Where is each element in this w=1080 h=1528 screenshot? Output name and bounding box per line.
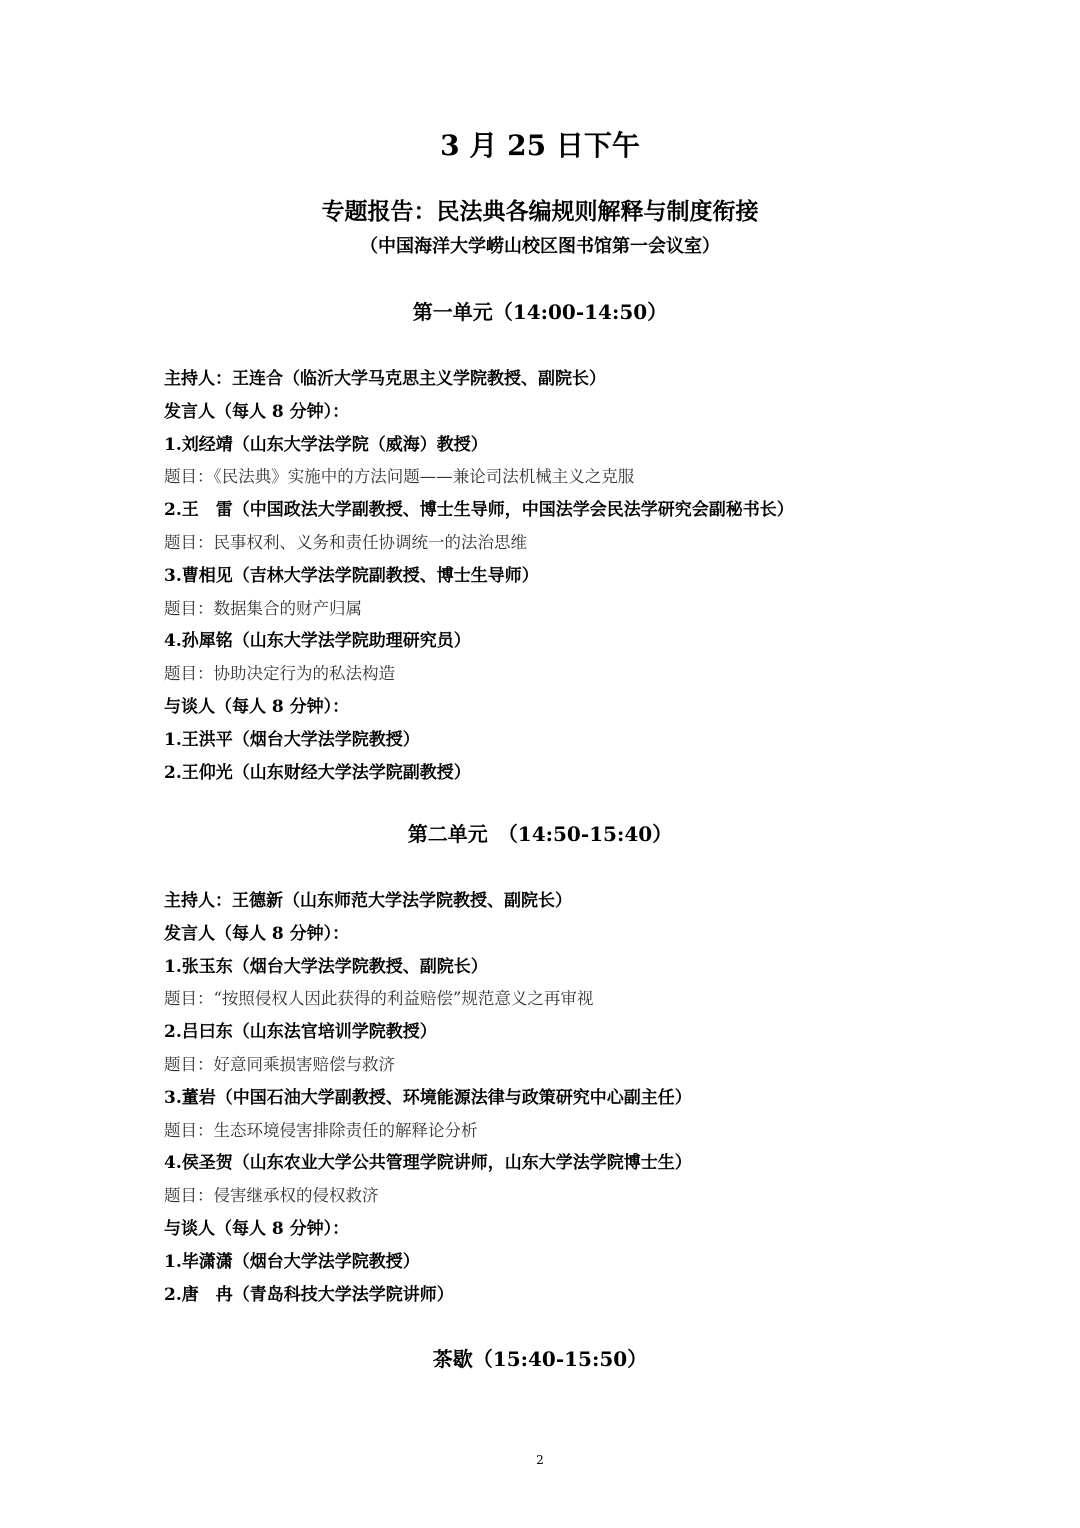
tea-break-heading: 茶歇（15:40-15:50） bbox=[432, 1347, 648, 1371]
session-date-heading: 3 月 25 日下午 bbox=[440, 129, 640, 162]
unit1-speaker-1: 1.刘经靖（山东大学法学院（威海）教授） bbox=[164, 434, 488, 455]
unit2-speaker-3: 3.董岩（中国石油大学副教授、环境能源法律与政策研究中心副主任） bbox=[164, 1087, 692, 1108]
unit2-discussant-2: 2.唐 冉（青岛科技大学法学院讲师） bbox=[164, 1284, 454, 1305]
unit1-speaker-3: 3.曹相见（吉林大学法学院副教授、博士生导师） bbox=[164, 565, 539, 586]
unit2-host: 主持人：王德新（山东师范大学法学院教授、副院长） bbox=[164, 891, 572, 911]
unit1-speaker-4: 4.孙犀铭（山东大学法学院助理研究员） bbox=[164, 631, 471, 652]
unit2-speakers-label: 发言人（每人 8 分钟）： bbox=[164, 923, 350, 944]
unit2-discussant-1: 1.毕潇潇（烟台大学法学院教授） bbox=[164, 1251, 420, 1272]
unit2-section bbox=[164, 885, 1044, 1311]
unit2-speaker-1-topic: 题目：“按照侵权人因此获得的利益赔偿”规范意义之再审视 bbox=[164, 989, 594, 1009]
unit1-speakers-label: 发言人（每人 8 分钟）： bbox=[164, 401, 350, 422]
unit1-host: 主持人：王连合（临沂大学马克思主义学院教授、副院长） bbox=[164, 369, 606, 389]
unit1-speaker-2-topic: 题目：民事权利、义务和责任协调统一的法治思维 bbox=[164, 532, 527, 552]
unit1-speaker-4-topic: 题目：协助决定行为的私法构造 bbox=[164, 664, 395, 684]
unit1-speaker-1-topic: 题目：《民法典》实施中的方法问题——兼论司法机械主义之克服 bbox=[164, 467, 635, 487]
unit2-speaker-1: 1.张玉东（烟台大学法学院教授、副院长） bbox=[164, 956, 488, 977]
unit1-discussant-1: 1.王洪平（烟台大学法学院教授） bbox=[164, 729, 420, 750]
unit2-speaker-2: 2.吕曰东（山东法官培训学院教授） bbox=[164, 1022, 437, 1043]
unit2-speaker-3-topic: 题目：生态环境侵害排除责任的解释论分析 bbox=[164, 1120, 478, 1140]
unit2-speaker-4: 4.侯圣贺（山东农业大学公共管理学院讲师，山东大学法学院博士生） bbox=[164, 1153, 692, 1174]
unit1-title: 第一单元（14:00-14:50） bbox=[412, 300, 668, 324]
unit2-discussants-label: 与谈人（每人 8 分钟）： bbox=[164, 1218, 350, 1239]
unit1-speaker-3-topic: 题目：数据集合的财产归属 bbox=[164, 598, 362, 618]
unit1-speaker-2: 2.王 雷（中国政法大学副教授、博士生导师，中国法学会民法学研究会副秘书长） bbox=[164, 500, 794, 521]
unit1-section bbox=[164, 363, 1044, 789]
unit1-discussants-label: 与谈人（每人 8 分钟）： bbox=[164, 696, 350, 717]
unit1-discussant-2: 2.王仰光（山东财经大学法学院副教授） bbox=[164, 762, 471, 783]
unit2-speaker-4-topic: 题目：侵害继承权的侵权救济 bbox=[164, 1186, 379, 1206]
page-number: 2 bbox=[536, 1453, 544, 1467]
unit2-title: 第二单元 （14:50-15:40） bbox=[407, 822, 673, 846]
topic-heading: 专题报告：民法典各编规则解释与制度衔接 bbox=[321, 198, 759, 225]
venue-subheading: （中国海洋大学崂山校区图书馆第一会议室） bbox=[360, 236, 720, 257]
unit2-speaker-2-topic: 题目：好意同乘损害赔偿与救济 bbox=[164, 1054, 395, 1074]
